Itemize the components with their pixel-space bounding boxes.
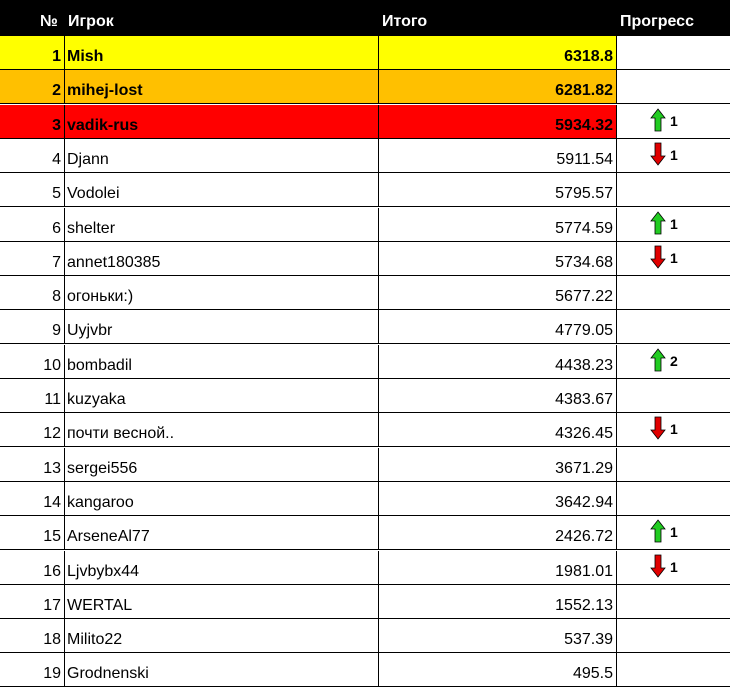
rank-cell <box>0 139 65 173</box>
total-cell <box>379 516 617 550</box>
progress-indicator <box>650 108 730 136</box>
rank-number: 15 <box>43 528 61 545</box>
player-name: почти весной.. <box>67 425 175 442</box>
rank-cell <box>0 482 65 516</box>
table-row <box>0 516 730 550</box>
table-row <box>0 310 730 344</box>
rank-number: 18 <box>43 631 61 648</box>
total-cell <box>379 139 617 173</box>
total-score: 537.39 <box>564 631 613 648</box>
progress-cell <box>617 345 730 379</box>
total-cell <box>379 585 617 619</box>
player-cell <box>65 413 379 447</box>
rank-number: 5 <box>52 185 61 202</box>
rank-number: 8 <box>52 288 61 305</box>
total-cell <box>379 345 617 379</box>
rank-cell <box>0 70 65 104</box>
player-cell <box>65 173 379 207</box>
rank-number: 9 <box>52 322 61 339</box>
rank-number: 12 <box>43 425 61 442</box>
total-score: 6318.8 <box>564 48 613 65</box>
total-score: 5795.57 <box>555 185 613 202</box>
player-name: Uyjvbr <box>67 322 113 339</box>
rank-cell <box>0 551 65 585</box>
total-score: 495.5 <box>572 665 613 682</box>
total-score: 5677.22 <box>555 288 613 305</box>
total-score: 4779.05 <box>555 322 613 339</box>
player-name: shelter <box>67 220 116 237</box>
rank-cell <box>0 242 65 276</box>
total-cell <box>379 105 617 139</box>
progress-cell <box>617 242 730 276</box>
progress-change: 1 <box>670 250 678 266</box>
rank-number: 14 <box>43 494 61 511</box>
player-cell <box>65 276 379 310</box>
table-row <box>0 276 730 310</box>
progress-cell <box>617 173 730 207</box>
header-num: № <box>40 13 58 30</box>
player-name: Milito22 <box>67 631 123 648</box>
total-score: 4383.67 <box>555 391 613 408</box>
table-row <box>0 653 730 687</box>
total-score: 5911.54 <box>556 151 613 168</box>
progress-change: 1 <box>670 216 678 232</box>
progress-change: 2 <box>670 353 678 369</box>
player-cell <box>65 551 379 585</box>
total-cell <box>379 551 617 585</box>
progress-cell <box>617 379 730 413</box>
progress-indicator <box>650 348 730 376</box>
progress-cell <box>617 413 730 447</box>
rank-cell <box>0 105 65 139</box>
total-cell <box>379 310 617 344</box>
player-name: ArseneAl77 <box>67 528 150 545</box>
table-row <box>0 173 730 207</box>
player-cell <box>65 448 379 482</box>
player-cell <box>65 310 379 344</box>
table-row <box>0 413 730 447</box>
progress-cell <box>617 139 730 173</box>
total-score: 1981.01 <box>555 563 613 580</box>
rank-cell <box>0 516 65 550</box>
total-cell <box>379 482 617 516</box>
rank-cell <box>0 653 65 687</box>
rank-cell <box>0 208 65 242</box>
player-cell <box>65 482 379 516</box>
player-cell <box>65 516 379 550</box>
progress-indicator <box>650 245 730 273</box>
table-row <box>0 585 730 619</box>
player-cell <box>65 36 379 70</box>
rank-cell <box>0 173 65 207</box>
progress-change: 1 <box>670 113 678 129</box>
rank-number: 17 <box>43 597 61 614</box>
rank-number: 3 <box>52 117 61 134</box>
player-name: Grodnenski <box>67 665 149 682</box>
rank-number: 2 <box>52 82 61 99</box>
rank-number: 10 <box>43 357 61 374</box>
player-name: kuzyaka <box>67 391 126 408</box>
total-cell <box>379 36 617 70</box>
total-cell <box>379 276 617 310</box>
progress-cell <box>617 482 730 516</box>
progress-change: 1 <box>670 421 678 437</box>
table-row <box>0 345 730 379</box>
rank-number: 1 <box>52 48 61 65</box>
table-row <box>0 36 730 70</box>
player-name: Djann <box>67 151 109 168</box>
total-cell <box>379 173 617 207</box>
progress-cell <box>617 619 730 653</box>
rank-number: 19 <box>43 665 61 682</box>
progress-cell <box>617 653 730 687</box>
progress-cell <box>617 551 730 585</box>
rank-cell <box>0 276 65 310</box>
table-row <box>0 551 730 585</box>
player-cell <box>65 70 379 104</box>
rank-cell <box>0 345 65 379</box>
player-name: Mish <box>67 48 104 65</box>
rank-number: 6 <box>52 220 61 237</box>
table-row <box>0 139 730 173</box>
header-player: Игрок <box>68 13 114 30</box>
progress-cell <box>617 448 730 482</box>
total-score: 4438.23 <box>555 357 613 374</box>
progress-cell <box>617 208 730 242</box>
player-cell <box>65 345 379 379</box>
table-row <box>0 105 730 139</box>
player-cell <box>65 139 379 173</box>
progress-change: 1 <box>670 524 678 540</box>
progress-cell <box>617 70 730 104</box>
total-cell <box>379 653 617 687</box>
rank-cell <box>0 310 65 344</box>
rank-number: 7 <box>52 254 61 271</box>
table-row <box>0 208 730 242</box>
total-cell <box>379 379 617 413</box>
table-row <box>0 70 730 104</box>
rank-cell <box>0 619 65 653</box>
rank-number: 16 <box>43 563 61 580</box>
player-name: огоньки:) <box>67 288 134 305</box>
progress-cell <box>617 516 730 550</box>
total-score: 3642.94 <box>555 494 613 511</box>
rank-number: 13 <box>43 460 61 477</box>
player-cell <box>65 208 379 242</box>
table-row <box>0 619 730 653</box>
table-row <box>0 448 730 482</box>
player-cell <box>65 585 379 619</box>
total-score: 5934.32 <box>555 117 613 134</box>
rank-cell <box>0 379 65 413</box>
total-score: 5774.59 <box>555 220 613 237</box>
progress-cell <box>617 105 730 139</box>
player-cell <box>65 653 379 687</box>
table-row <box>0 242 730 276</box>
table-row <box>0 379 730 413</box>
player-name: sergei556 <box>67 460 138 477</box>
total-cell <box>379 208 617 242</box>
player-name: kangaroo <box>67 494 134 511</box>
total-score: 5734.68 <box>555 254 613 271</box>
progress-indicator <box>650 519 730 547</box>
player-cell <box>65 242 379 276</box>
progress-indicator <box>650 142 730 170</box>
total-cell <box>379 448 617 482</box>
header-progress: Прогресс <box>620 13 694 30</box>
player-name: mihej-lost <box>67 82 143 99</box>
player-name: Ljvbybx44 <box>67 563 140 580</box>
rank-cell <box>0 413 65 447</box>
progress-indicator <box>650 211 730 239</box>
progress-cell <box>617 36 730 70</box>
rank-cell <box>0 36 65 70</box>
total-cell <box>379 413 617 447</box>
total-score: 6281.82 <box>555 82 613 99</box>
header-total: Итого <box>382 13 428 30</box>
rank-number: 11 <box>44 391 61 408</box>
progress-cell <box>617 276 730 310</box>
rank-number: 4 <box>52 151 61 168</box>
progress-indicator <box>650 416 730 444</box>
player-name: Vodolei <box>67 185 120 202</box>
total-score: 1552.13 <box>555 597 613 614</box>
total-cell <box>379 242 617 276</box>
rank-cell <box>0 448 65 482</box>
rank-cell <box>0 585 65 619</box>
player-name: bombadil <box>67 357 132 374</box>
total-score: 2426.72 <box>555 528 613 545</box>
player-name: WERTAL <box>67 597 133 614</box>
total-cell <box>379 70 617 104</box>
total-cell <box>379 619 617 653</box>
player-cell <box>65 619 379 653</box>
total-score: 3671.29 <box>555 460 613 477</box>
player-name: annet180385 <box>67 254 161 271</box>
progress-change: 1 <box>670 559 678 575</box>
player-cell <box>65 379 379 413</box>
table-row <box>0 482 730 516</box>
progress-cell <box>617 585 730 619</box>
player-name: vadik-rus <box>67 117 139 134</box>
progress-change: 1 <box>670 147 678 163</box>
player-cell <box>65 105 379 139</box>
progress-cell <box>617 310 730 344</box>
progress-indicator <box>650 554 730 582</box>
total-score: 4326.45 <box>555 425 613 442</box>
table-header <box>0 0 730 36</box>
